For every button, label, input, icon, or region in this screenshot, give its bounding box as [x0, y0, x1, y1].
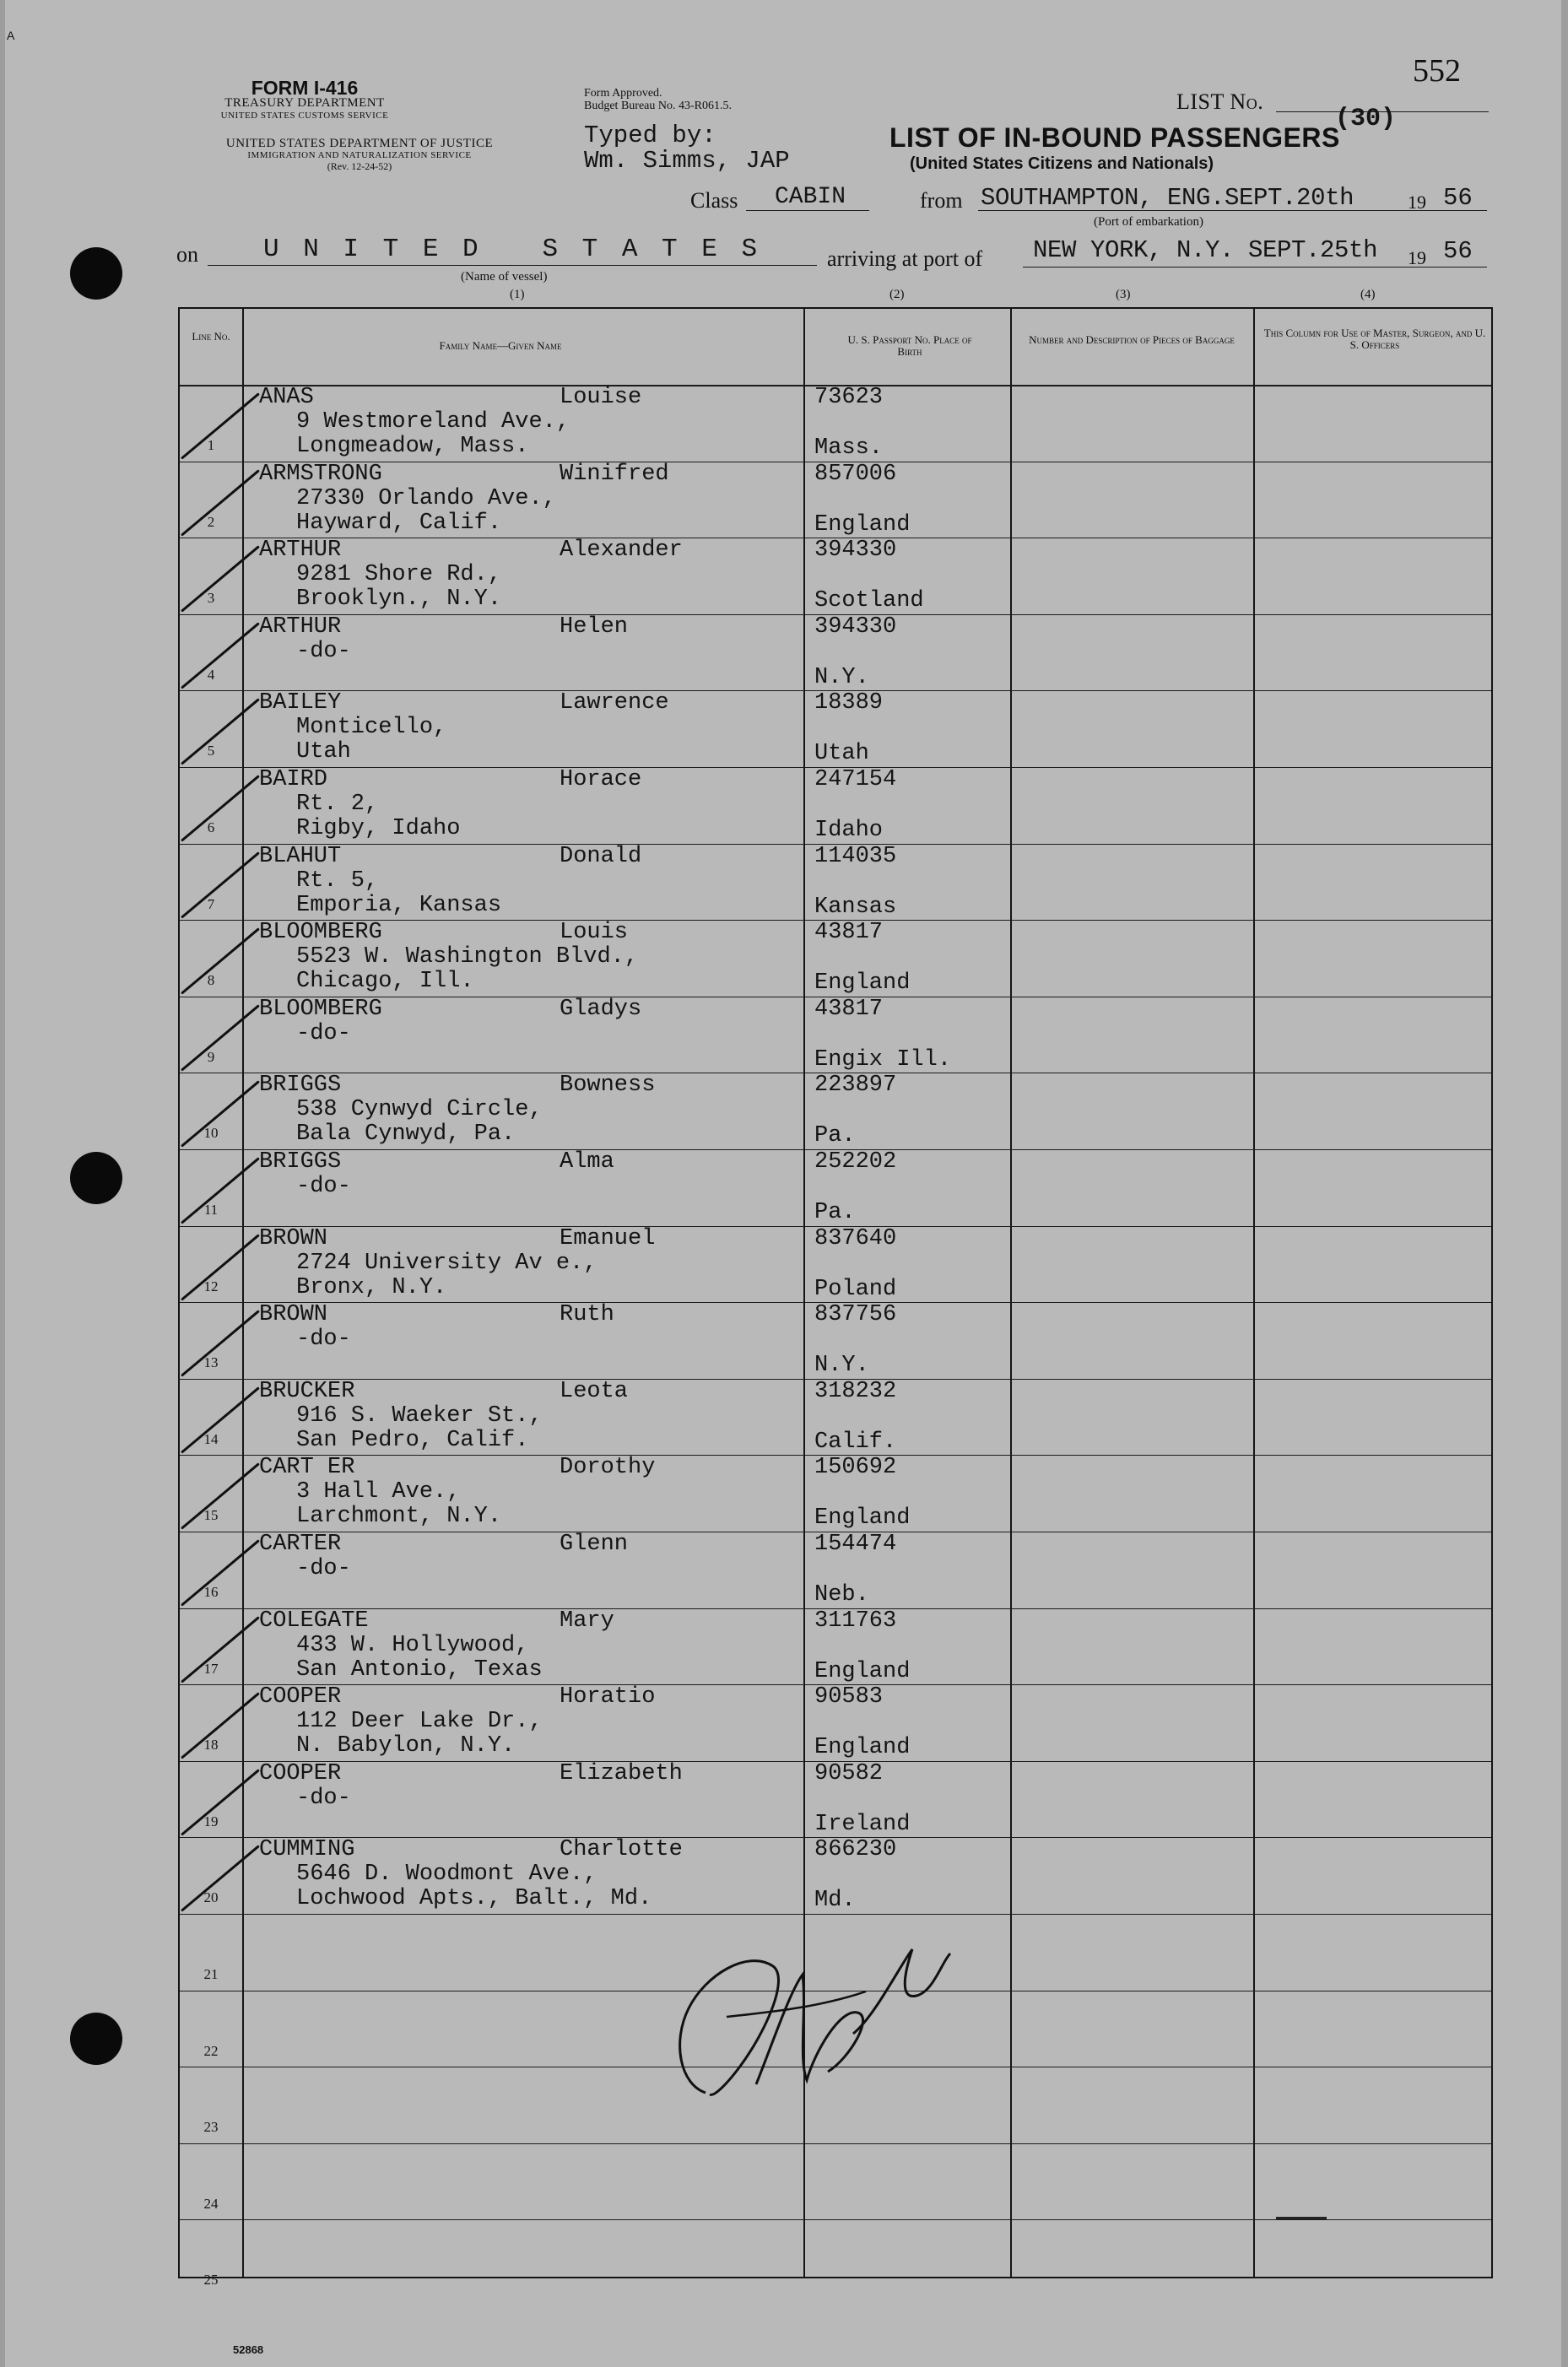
justice-block: [178, 137, 541, 172]
address-line-2: Larchmont, N.Y.: [296, 1504, 502, 1530]
passport-number: 311763: [814, 1608, 897, 1634]
on-label: on: [176, 242, 198, 267]
given-name: Donald: [560, 843, 642, 869]
line-number: 16: [203, 1584, 219, 1600]
given-name: Louis: [560, 920, 629, 946]
family-name: ARTHUR: [259, 538, 342, 564]
address-line-1: 9 Westmoreland Ave.,: [296, 409, 570, 435]
family-name: COOPER: [259, 1760, 342, 1786]
table-row: [180, 1532, 1491, 1608]
treasury-department: TREASURY DEPARTMENT: [224, 96, 385, 110]
address-line-1: -do-: [296, 1174, 351, 1199]
table-row: [180, 1302, 1491, 1379]
place-of-birth: Mass.: [814, 435, 884, 461]
given-name: Mary: [560, 1608, 614, 1634]
vessel-caption: (Name of vessel): [461, 270, 548, 284]
header-line-no: Line No.: [192, 330, 230, 343]
line-number: 15: [203, 1507, 219, 1524]
family-name: BLAHUT: [259, 843, 342, 869]
address-line-1: -do-: [296, 1020, 351, 1046]
passport-number: 223897: [814, 1073, 897, 1099]
line-number: 18: [203, 1737, 219, 1754]
passport-number: 394330: [814, 538, 897, 564]
table-row: [180, 690, 1491, 767]
given-name: Charlotte: [560, 1837, 683, 1863]
class-value: CABIN: [775, 184, 846, 210]
punch-hole-top: [70, 247, 122, 300]
given-name: Lawrence: [560, 690, 669, 716]
address-line-1: 2724 University Av e.,: [296, 1250, 597, 1276]
address-line-2: Hayward, Calif.: [296, 510, 502, 536]
table-row: [180, 1837, 1491, 1914]
place-of-birth: England: [814, 511, 911, 538]
punch-hole-bottom: [70, 2013, 122, 2065]
address-line-1: 9281 Shore Rd.,: [296, 562, 502, 588]
address-line-1: -do-: [296, 1785, 351, 1811]
passport-number: 247154: [814, 767, 897, 792]
family-name: ARMSTRONG: [259, 461, 382, 487]
given-name: Elizabeth: [560, 1760, 683, 1786]
address-line-2: Lochwood Apts., Balt., Md.: [296, 1886, 652, 1912]
family-name: ANAS: [259, 385, 314, 410]
justice-department: UNITED STATES DEPARTMENT OF JUSTICE: [225, 137, 494, 150]
address-line-2: Brooklyn., N.Y.: [296, 586, 502, 613]
given-name: Horace: [560, 767, 642, 792]
corner-mark: A: [7, 29, 15, 42]
given-name: Alma: [560, 1149, 614, 1175]
list-no-value: (30): [1335, 105, 1397, 133]
header-baggage: Number and Description of Pieces of Baggage: [1029, 333, 1235, 346]
document-subtitle: (United States Citizens and Nationals): [910, 154, 1214, 173]
line-number: 24: [203, 2195, 219, 2212]
given-name: Emanuel: [560, 1225, 656, 1251]
document-title: LIST OF IN-BOUND PASSENGERS: [889, 122, 1340, 153]
family-name: CARTER: [259, 1532, 342, 1557]
address-line-1: 916 S. Waeker St.,: [296, 1402, 543, 1429]
place-of-birth: Calif.: [814, 1429, 897, 1455]
line-number: 13: [203, 1354, 219, 1371]
family-name: CUMMING: [259, 1837, 355, 1863]
typed-by-value: Wm. Simms, JAP: [584, 147, 790, 175]
arriving-label: arriving at port of: [827, 246, 983, 271]
address-line-2: San Antonio, Texas: [296, 1656, 543, 1683]
family-name: BRIGGS: [259, 1073, 342, 1099]
address-line-1: Monticello,: [296, 715, 447, 741]
form-approved: Form Approved.: [584, 87, 662, 100]
place-of-birth: Pa.: [814, 1123, 856, 1149]
typed-by-label: Typed by:: [584, 122, 716, 149]
line-number: 3: [207, 590, 215, 607]
line-number: 25: [203, 2272, 219, 2289]
place-of-birth: Scotland: [814, 588, 924, 614]
line-number: 8: [207, 972, 215, 989]
passport-number: 18389: [814, 690, 884, 716]
header-passport: U. S. Passport No. Place of Birth: [847, 333, 972, 358]
passport-number: 394330: [814, 613, 897, 640]
line-number: 17: [203, 1660, 219, 1677]
class-label: Class: [690, 188, 738, 213]
family-name: BRUCKER: [259, 1378, 355, 1404]
table-row: [180, 2143, 1491, 2220]
passport-number: 318232: [814, 1378, 897, 1404]
place-of-birth: Ireland: [814, 1811, 911, 1837]
place-of-birth: Kansas: [814, 894, 897, 920]
handwritten-signature: [646, 1916, 967, 2110]
address-line-1: 538 Cynwyd Circle,: [296, 1097, 543, 1123]
table-row: [180, 462, 1491, 538]
place-of-birth: Engix Ill.: [814, 1046, 952, 1073]
line-number: 21: [203, 1966, 219, 1982]
form-number: FORM I-416: [251, 77, 359, 99]
family-name: COOPER: [259, 1684, 342, 1710]
from-value: SOUTHAMPTON, ENG.SEPT.20th: [981, 184, 1354, 212]
passport-number: 154474: [814, 1532, 897, 1557]
family-name: COLEGATE: [259, 1608, 369, 1634]
address-line-2: San Pedro, Calif.: [296, 1427, 529, 1453]
column-number-3: (3): [1116, 288, 1131, 301]
address-line-1: 5523 W. Washington Blvd.,: [296, 944, 639, 970]
address-line-2: Chicago, Ill.: [296, 969, 474, 995]
passport-number: 90583: [814, 1684, 884, 1710]
page-number: 552: [1413, 53, 1461, 89]
family-name: BLOOMBERG: [259, 996, 382, 1022]
address-line-1: Rt. 2,: [296, 792, 379, 817]
address-line-1: Rt. 5,: [296, 867, 379, 894]
given-name: Leota: [560, 1378, 629, 1404]
line-number: 22: [203, 2042, 219, 2059]
line-number: 6: [207, 819, 215, 835]
family-name: BAIRD: [259, 767, 328, 792]
place-of-birth: Neb.: [814, 1582, 869, 1608]
given-name: Alexander: [560, 538, 683, 564]
table-row: [180, 1684, 1491, 1761]
address-line-2: Longmeadow, Mass.: [296, 434, 529, 459]
passport-number: 114035: [814, 843, 897, 869]
column-number-4: (4): [1360, 288, 1376, 301]
given-name: Dorothy: [560, 1455, 656, 1481]
place-of-birth: Idaho: [814, 818, 884, 843]
line-number: 12: [203, 1278, 219, 1294]
family-name: BRIGGS: [259, 1149, 342, 1175]
class-line: [746, 210, 869, 211]
family-name: BROWN: [259, 1225, 328, 1251]
from-label: from: [920, 188, 963, 213]
given-name: Bowness: [560, 1073, 656, 1099]
from-year-prefix: 19: [1408, 192, 1426, 213]
customs-service: UNITED STATES CUSTOMS SERVICE: [220, 111, 389, 121]
place-of-birth: England: [814, 1505, 911, 1532]
passport-number: 73623: [814, 385, 884, 410]
address-line-2: Emporia, Kansas: [296, 892, 502, 918]
line-number: 4: [207, 666, 215, 683]
given-name: Louise: [560, 385, 642, 410]
vessel-line: [208, 265, 817, 266]
arrival-year-prefix: 19: [1408, 247, 1426, 268]
line-number: 9: [207, 1048, 215, 1065]
table-row: [180, 1073, 1491, 1149]
address-line-1: 5646 D. Woodmont Ave.,: [296, 1862, 597, 1888]
passport-number: 43817: [814, 920, 884, 946]
place-of-birth: N.Y.: [814, 1353, 869, 1379]
passport-number: 150692: [814, 1455, 897, 1481]
table-row: [180, 1455, 1491, 1532]
given-name: Horatio: [560, 1684, 656, 1710]
table-row: [180, 1149, 1491, 1226]
address-line-1: 112 Deer Lake Dr.,: [296, 1709, 543, 1735]
table-row: [180, 385, 1491, 462]
given-name: Helen: [560, 613, 629, 640]
table-row: [180, 2219, 1491, 2296]
family-name: BROWN: [259, 1302, 328, 1328]
address-line-2: Utah: [296, 739, 351, 765]
header-officers: This Column for Use of Master, Surgeon, and U. S. Officers: [1263, 327, 1486, 351]
list-no-label: LIST No.: [1176, 89, 1264, 114]
table-row: [180, 1226, 1491, 1303]
table-row: [180, 1379, 1491, 1456]
line-number: 5: [207, 743, 215, 759]
place-of-birth: England: [814, 1735, 911, 1761]
given-name: Ruth: [560, 1302, 614, 1328]
arrival-value: NEW YORK, N.Y. SEPT.25th: [1033, 236, 1378, 264]
column-number-2: (2): [889, 288, 905, 301]
budget-bureau: Budget Bureau No. 43-R061.5.: [584, 100, 732, 112]
punch-hole-middle: [70, 1152, 122, 1204]
line-number: 1: [207, 437, 215, 453]
line-number: 7: [207, 895, 215, 912]
address-line-2: Bala Cynwyd, Pa.: [296, 1121, 516, 1148]
passport-number: 43817: [814, 996, 884, 1022]
line-number: 10: [203, 1125, 219, 1142]
form-revision: (Rev. 12-24-52): [327, 160, 392, 172]
family-name: CART ER: [259, 1455, 355, 1481]
table-row: [180, 1761, 1491, 1838]
typed-by-block: [584, 123, 790, 174]
passport-number: 857006: [814, 461, 897, 487]
stray-mark: [1276, 2217, 1327, 2219]
from-year: 56: [1443, 184, 1473, 212]
place-of-birth: England: [814, 1658, 911, 1684]
line-number: 23: [203, 2119, 219, 2136]
given-name: Glenn: [560, 1532, 629, 1557]
vessel-name: U N I T E D S T A T E S: [263, 235, 762, 264]
passport-number: 837756: [814, 1302, 897, 1328]
family-name: ARTHUR: [259, 613, 342, 640]
immigration-service: IMMIGRATION AND NATURALIZATION SERVICE: [247, 150, 472, 160]
header-name: Family Name—Given Name: [439, 339, 562, 352]
table-row: [180, 1608, 1491, 1685]
passport-number: 252202: [814, 1149, 897, 1175]
place-of-birth: Pa.: [814, 1200, 856, 1225]
family-name: BAILEY: [259, 690, 342, 716]
form-info-block: [178, 79, 431, 122]
form-footer-code: 52868: [233, 2343, 264, 2356]
address-line-1: 3 Hall Ave.,: [296, 1479, 461, 1505]
port-embarkation-caption: (Port of embarkation): [1094, 215, 1203, 229]
passport-number: 90582: [814, 1760, 884, 1786]
address-line-2: Bronx, N.Y.: [296, 1274, 447, 1300]
table-row: [180, 538, 1491, 614]
place-of-birth: Poland: [814, 1276, 897, 1302]
line-number: 20: [203, 1889, 219, 1906]
passport-number: 837640: [814, 1225, 897, 1251]
given-name: Gladys: [560, 996, 642, 1022]
arrival-year: 56: [1443, 237, 1473, 265]
address-line-1: 27330 Orlando Ave.,: [296, 485, 556, 511]
table-row: [180, 767, 1491, 844]
place-of-birth: Utah: [814, 741, 869, 767]
address-line-1: 433 W. Hollywood,: [296, 1632, 529, 1658]
line-number: 14: [203, 1430, 219, 1447]
passport-number: 866230: [814, 1837, 897, 1863]
table-row: [180, 920, 1491, 997]
place-of-birth: England: [814, 970, 911, 997]
address-line-1: -do-: [296, 1327, 351, 1353]
approval-block: [584, 87, 732, 112]
manifest-page: [5, 0, 1561, 2367]
given-name: Winifred: [560, 461, 669, 487]
line-number: 19: [203, 1813, 219, 1829]
address-line-2: Rigby, Idaho: [296, 816, 461, 841]
table-row: [180, 844, 1491, 921]
address-line-1: -do-: [296, 1556, 351, 1581]
address-line-2: N. Babylon, N.Y.: [296, 1733, 516, 1759]
place-of-birth: Md.: [814, 1888, 856, 1914]
line-number: 11: [203, 1202, 219, 1218]
column-number-1: (1): [510, 288, 525, 301]
line-number: 2: [207, 513, 215, 530]
place-of-birth: N.Y.: [814, 664, 869, 690]
address-line-1: -do-: [296, 638, 351, 664]
table-row: [180, 614, 1491, 691]
family-name: BLOOMBERG: [259, 920, 382, 946]
table-row: [180, 997, 1491, 1073]
